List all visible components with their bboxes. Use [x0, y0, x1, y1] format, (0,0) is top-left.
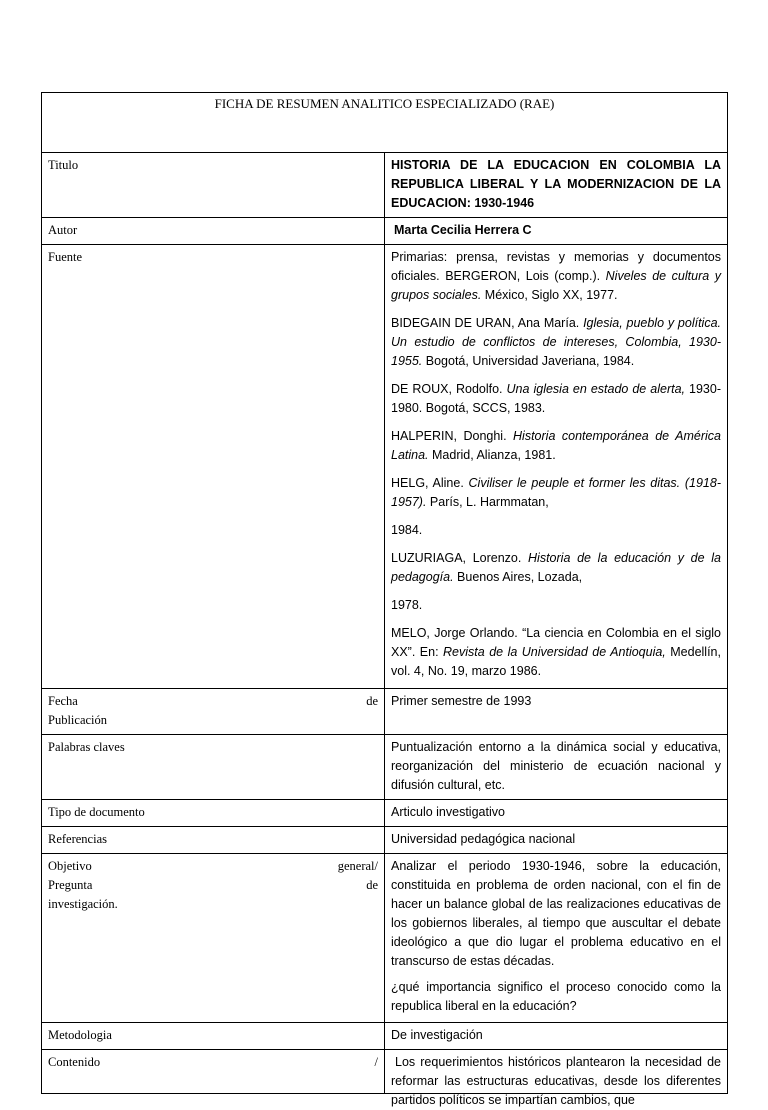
- source-text: MELO, Jorge Orlando. “La ciencia en Colombia en el siglo XX”. En:: [391, 626, 721, 659]
- source-entry: [391, 596, 721, 615]
- label-tipo-documento: Tipo de documento: [42, 800, 385, 827]
- source-entry: [391, 521, 721, 540]
- table-title: FICHA DE RESUMEN ANALITICO ESPECIALIZADO (RAE): [42, 93, 728, 153]
- source-text: Medellín, vol. 4, No. 19, marzo 1986.: [391, 645, 721, 678]
- label-objetivo: [42, 854, 385, 1023]
- source-text: Primarias: prensa, revistas y memorias y documentos oficiales. BERGERON, Lois (comp.).: [391, 250, 721, 283]
- row-autor: [42, 218, 728, 245]
- value-objetivo: [385, 854, 728, 1023]
- source-text: 1930-1980. Bogotá, SCCS, 1983.: [391, 382, 721, 415]
- row-tipo-documento: [42, 800, 728, 827]
- pregunta-paragraph: ¿qué importancia significo el proceso conocido como la republica liberal en la educación?: [391, 980, 721, 1013]
- label-fuente: Fuente: [42, 245, 385, 689]
- source-title: Una iglesia en estado de alerta,: [506, 382, 686, 396]
- source-title: Historia de la educación y de la pedagogía.: [391, 551, 721, 584]
- source-text: Bogotá, Universidad Javeriana, 1984.: [422, 354, 635, 368]
- source-title: Historia contemporánea de América Latina.: [391, 429, 721, 462]
- label-de-word: de: [366, 878, 378, 892]
- rae-table: [41, 92, 728, 1107]
- value-contenido: [385, 1050, 728, 1107]
- source-title: Civiliser le peuple et former les ditas. (1918-1957).: [391, 476, 721, 509]
- source-title: Niveles de cultura y grupos sociales.: [391, 269, 721, 302]
- label-autor: Autor: [42, 218, 385, 245]
- contenido-text: Los requerimientos históricos plantearon la necesidad de reformar las estructuras educativas, desde los diferentes partidos políticos se impartían cambios, que: [391, 1055, 721, 1107]
- label-pregunta-word: Pregunta: [48, 878, 93, 892]
- value-metodologia: De investigación: [385, 1023, 728, 1050]
- source-text: DE ROUX, Rodolfo.: [391, 382, 507, 396]
- source-list: [391, 248, 721, 681]
- source-entry: [391, 427, 721, 465]
- label-contenido-slash: /: [374, 1055, 378, 1069]
- source-title: Iglesia, pueblo y política. Un estudio de conflictos de intereses, Colombia, 1930-1955.: [391, 316, 721, 368]
- row-fuente: [42, 245, 728, 689]
- source-entry: [391, 474, 721, 512]
- source-text: BIDEGAIN DE URAN, Ana María.: [391, 316, 584, 330]
- value-referencias: Universidad pedagógica nacional: [385, 827, 728, 854]
- label-fecha-word: Fecha: [48, 694, 78, 708]
- header-row: [42, 93, 728, 153]
- row-fecha: [42, 689, 728, 735]
- source-text: Buenos Aires, Lozada,: [453, 570, 583, 584]
- source-text: París, L. Harmmatan,: [426, 495, 549, 509]
- source-text: México, Siglo XX, 1977.: [481, 288, 618, 302]
- label-contenido-word: Contenido: [48, 1055, 101, 1069]
- label-fecha: [42, 689, 385, 735]
- row-palabras-claves: [42, 735, 728, 800]
- source-entry: [391, 624, 721, 681]
- value-titulo: HISTORIA DE LA EDUCACION EN COLOMBIA LA REPUBLICA LIBERAL Y LA MODERNIZACION DE LA EDUCACION: 1930-1946: [385, 153, 728, 218]
- label-referencias: Referencias: [42, 827, 385, 854]
- label-objetivo-word: Objetivo: [48, 859, 92, 873]
- value-fecha: Primer semestre de 1993: [385, 689, 728, 735]
- value-fuente: [385, 245, 728, 689]
- label-contenido: [42, 1050, 385, 1094]
- label-palabras-claves: Palabras claves: [42, 735, 385, 800]
- source-text: LUZURIAGA, Lorenzo.: [391, 551, 529, 565]
- source-title: Revista de la Universidad de Antioquia,: [443, 645, 666, 659]
- source-text: HELG, Aline.: [391, 476, 469, 490]
- row-titulo: [42, 153, 728, 218]
- source-entry: [391, 549, 721, 587]
- row-contenido: [42, 1050, 728, 1094]
- label-metodologia: Metodologia: [42, 1023, 385, 1050]
- row-referencias: [42, 827, 728, 854]
- objetivo-paragraph: Analizar el periodo 1930-1946, sobre la educación, constituida en problema de orden nacional, con el fin de hacer un balance global de las realizaciones educativas de los gobiernos liberales, al tiempo que auscultar el debate ideológico a que dio lugar el problema educativo en el transcurso de estas décadas.: [391, 859, 721, 968]
- source-entry: [391, 314, 721, 371]
- value-tipo-documento: Articulo investigativo: [385, 800, 728, 827]
- value-palabras-claves: Puntualización entorno a la dinámica social y educativa, reorganización del ministerio de ecuación nacional y difusión cultural, etc.: [385, 735, 728, 800]
- source-entry: [391, 248, 721, 305]
- label-titulo: Titulo: [42, 153, 385, 218]
- source-text: HALPERIN, Donghi.: [391, 429, 514, 443]
- label-fecha-de: de: [366, 694, 378, 708]
- row-objetivo: [42, 854, 728, 1023]
- source-text: Madrid, Alianza, 1981.: [428, 448, 556, 462]
- row-metodologia: [42, 1023, 728, 1050]
- label-fecha-line2: Publicación: [48, 713, 108, 727]
- label-general-word: general/: [337, 859, 378, 873]
- source-text: 1984.: [391, 523, 423, 537]
- value-autor: Marta Cecilia Herrera C: [385, 218, 728, 245]
- source-text: 1978.: [391, 598, 423, 612]
- source-entry: [391, 380, 721, 418]
- label-investigacion-word: investigación.: [48, 897, 118, 911]
